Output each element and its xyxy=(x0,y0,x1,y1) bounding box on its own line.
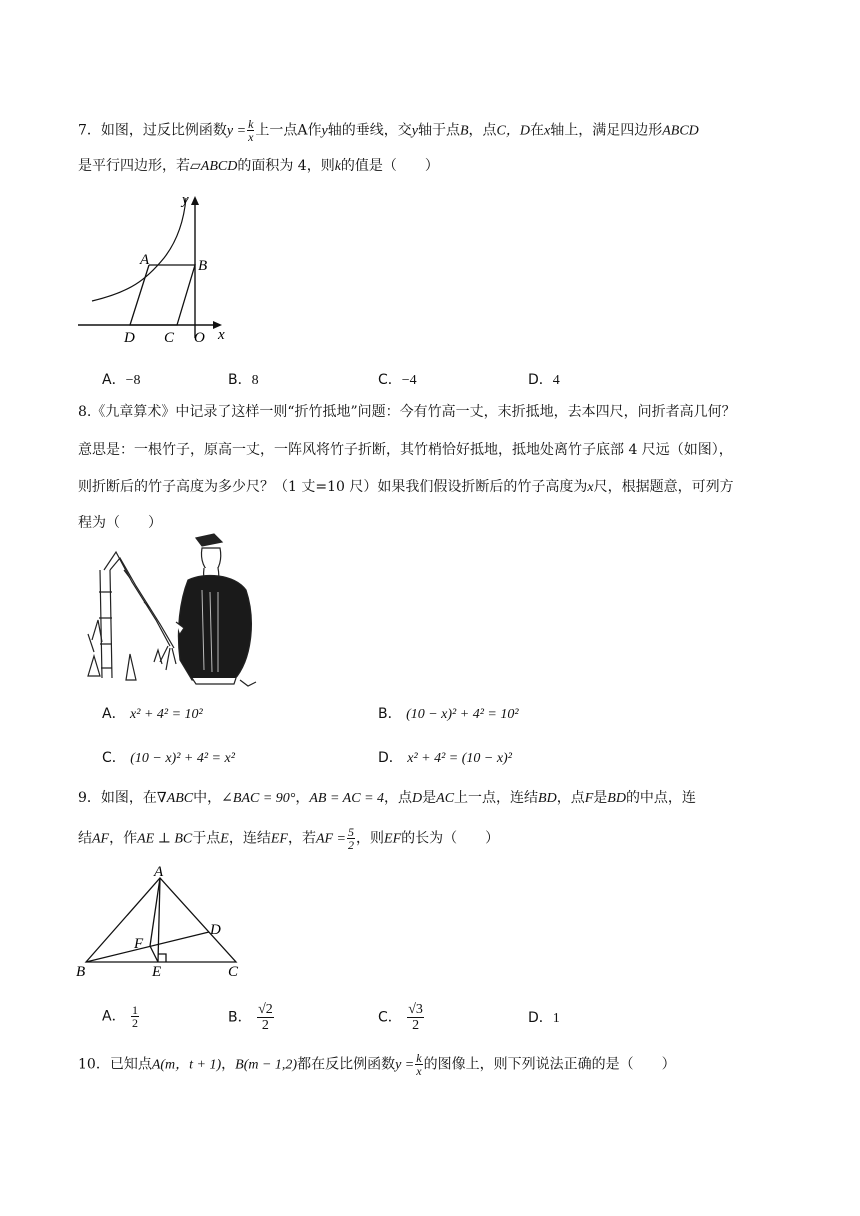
q9-option-c[interactable]: C． $\frac{√3}{2}$ xyxy=(378,1002,423,1033)
q9-option-a[interactable]: A． $\frac{1}{2}$ xyxy=(102,1003,139,1030)
q8-line-4: 程为（ ） xyxy=(78,515,162,531)
q9-line-2: 结AF，作AE ⊥ BC于点E，连结EF，若AF = $\frac{5}{2}$ ，则EF的长为（ ） xyxy=(78,825,500,852)
q7-option-d[interactable]: D．4 xyxy=(528,372,560,388)
q9-triangle-figure xyxy=(72,864,252,982)
q9-fraction-5-over-2: $\frac{5}{2}$ xyxy=(348,825,355,852)
q9-label-A: A xyxy=(154,864,164,880)
q7-label-D: D xyxy=(124,330,135,346)
q7-label-x: x xyxy=(218,327,225,343)
q8-line-2: 意思是：一根竹子，原高一丈，一阵风将竹子折断，其竹梢恰好抵地，抵地处离竹子底部 4 尺远（如图）， xyxy=(78,442,733,458)
q8-option-d[interactable]: D． x² + 4² = (10 − x)² xyxy=(378,750,512,766)
q8-option-b[interactable]: B． (10 − x)² + 4² = 10² xyxy=(378,706,519,722)
q8-line-3: 则折断后的竹子高度为多少尺？（1 丈=10 尺）如果我们假设折断后的竹子高度为x尺，根据题意，可列方 xyxy=(78,479,734,495)
q7-label-C: C xyxy=(164,330,175,346)
q9-line-1: 9．如图，在∇ABC中，∠BAC = 90°，AB = AC = 4，点D是AC上一点，连结BD，点F是BD的中点，连 xyxy=(78,790,696,806)
q8-line-1: 8.《九章算术》中记录了这样一则“折竹抵地”问题：今有竹高一丈，末折抵地，去本四尺，问折者高几何？ xyxy=(78,404,736,420)
q8-option-a[interactable]: A． x² + 4² = 10² xyxy=(102,706,203,722)
q9-label-D: D xyxy=(210,922,221,938)
q7-label-A: A xyxy=(140,252,150,268)
q7-line-1: 7．如图，过反比例函数y = $\frac{k}{x}$ 上一点A作y轴的垂线，交y轴于点B，点C，D在x轴上，满足四边形ABCD xyxy=(78,117,699,144)
q7-label-O: O xyxy=(194,330,205,346)
q7-fraction-k-over-x: $\frac{k}{x}$ xyxy=(248,117,254,144)
q9-label-F: F xyxy=(134,936,144,952)
q9-label-C: C xyxy=(228,964,239,980)
q7-figure xyxy=(70,188,240,348)
q7-label-B: B xyxy=(198,258,208,274)
q9-option-d[interactable]: D．1 xyxy=(528,1010,560,1026)
q10-fraction-k-over-x: $\frac{k}{x}$ xyxy=(416,1051,422,1078)
q7-option-a[interactable]: A．−8 xyxy=(102,372,141,388)
bamboo-sage-illustration xyxy=(84,530,260,690)
q9-label-B: B xyxy=(76,964,86,980)
q7-option-b[interactable]: B．8 xyxy=(228,372,259,388)
q10-line-1: 10．已知点A(m，t + 1)，B(m − 1,2)都在反比例函数y = $\frac{k}{x}$ 的图像上，则下列说法正确的是（ ） xyxy=(78,1051,676,1078)
q7-option-c[interactable]: C．−4 xyxy=(378,372,417,388)
q9-option-b[interactable]: B． $\frac{√2}{2}$ xyxy=(228,1002,273,1033)
q8-option-c[interactable]: C． (10 − x)² + 4² = x² xyxy=(102,750,235,766)
q7-label-y: y xyxy=(182,192,189,208)
q9-label-E: E xyxy=(152,964,162,980)
q7-line-2: 是平行四边形，若▱ABCD的面积为 4，则k的值是（ ） xyxy=(78,158,439,174)
